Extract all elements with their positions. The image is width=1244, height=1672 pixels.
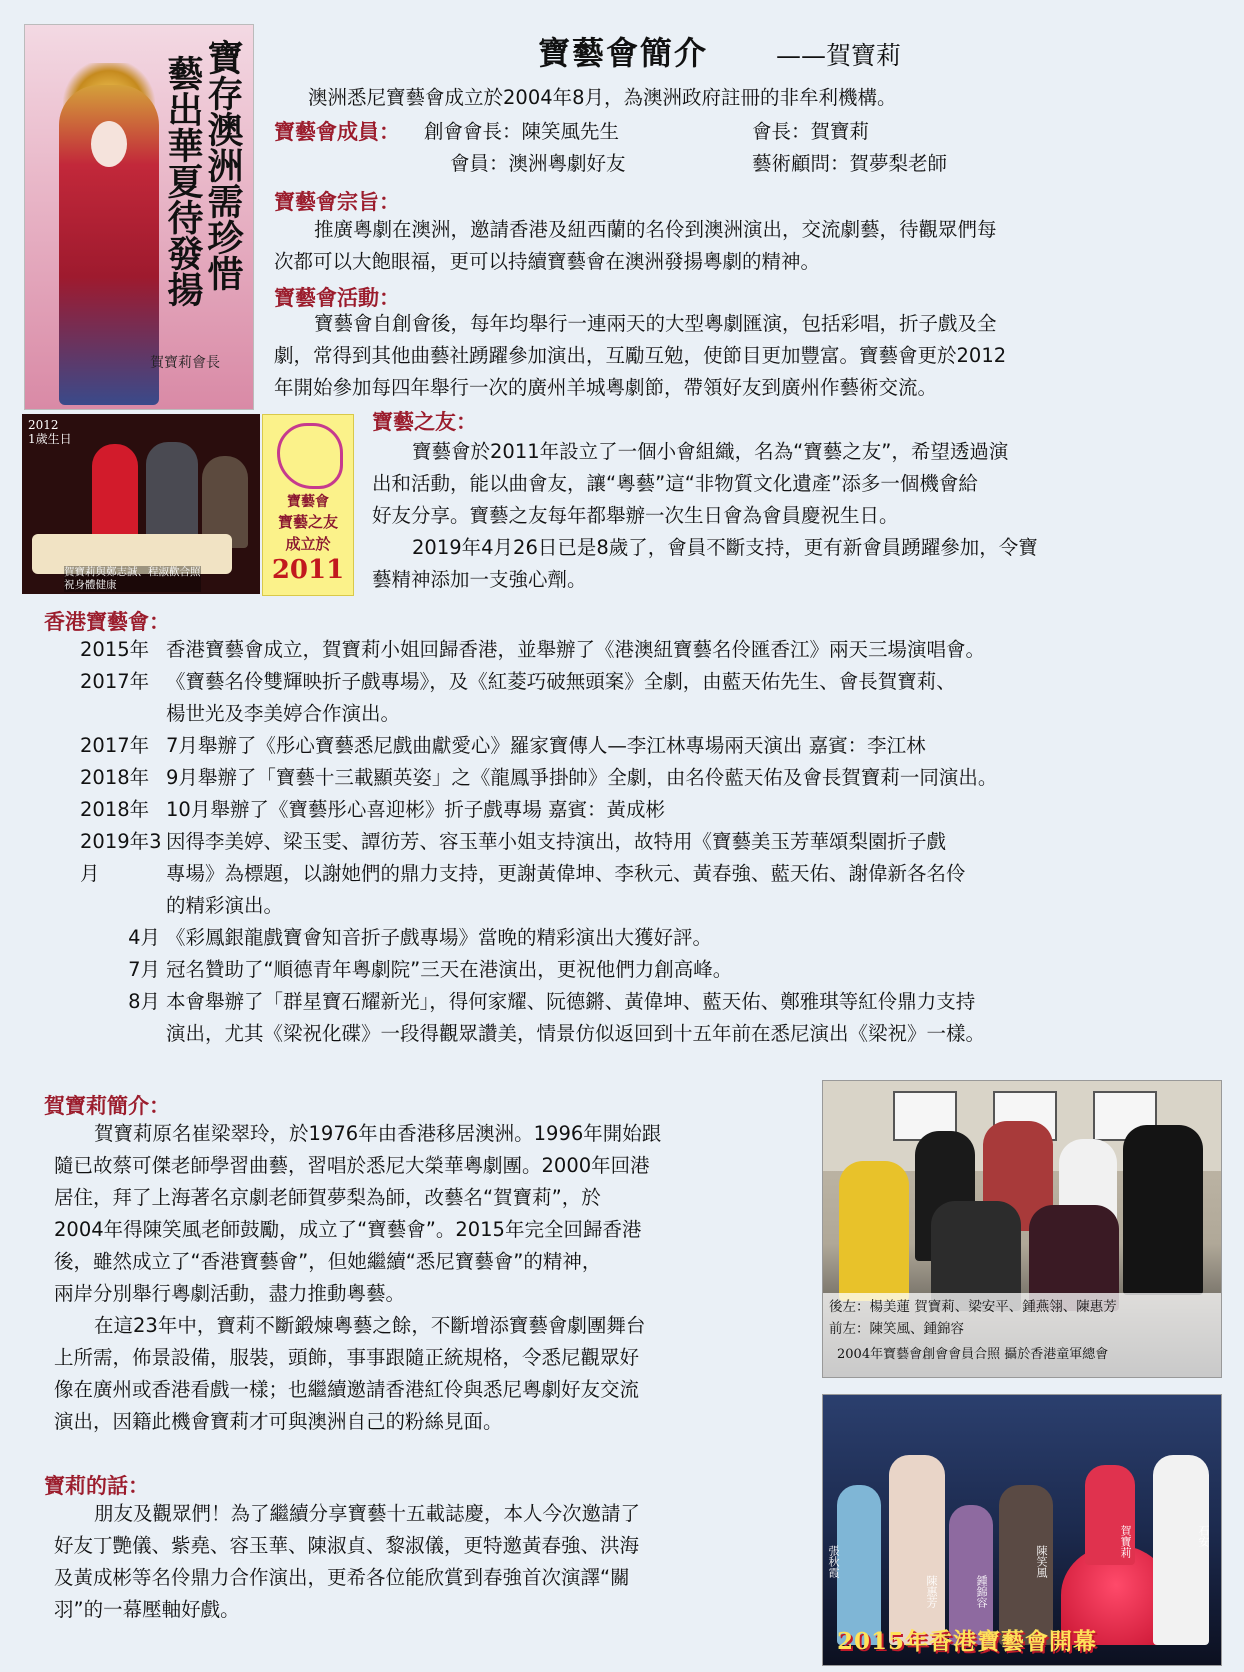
words-heading: 寶莉的話： [44, 1474, 149, 1498]
name-label: 張秋霞 [827, 1545, 840, 1578]
hk-line: 香港寶藝會成立，賀寶莉小姐回歸香港，並舉辦了《港澳紐寶藝名伶匯香江》兩天三場演唱會。 [166, 638, 986, 661]
hk-year: 8月 [128, 990, 160, 1013]
hk-line: 本會舉辦了「群星寶石耀新光」，得何家耀、阮德鏘、黃偉坤、藍天佑、鄭雅琪等紅伶鼎力支持 [166, 990, 976, 1013]
hk-year: 4月 [128, 926, 160, 949]
words-body [54, 1498, 814, 1626]
hk-heading: 香港寶藝會： [44, 610, 170, 634]
hk-line: 《彩鳳銀龍戲寶會知音折子戲專場》當晚的精彩演出大獲好評。 [166, 926, 713, 949]
hk-entry [80, 762, 1230, 794]
hk-line: 楊世光及李美婷合作演出。 [166, 702, 401, 725]
bio-line: 後，雖然成立了“香港寶藝會”，但她繼續“悉尼寶藝會”的精神， [54, 1250, 602, 1273]
members-text: 會員：澳洲粵劇好友 [450, 152, 626, 175]
birthday-year: 2012 [28, 418, 59, 432]
hk-entry [80, 922, 1230, 954]
hk-line: 專場》為標題，以謝她們的鼎力支持，更謝黃偉坤、李秋元、黃春強、藍天佑、謝偉新各名伶 [166, 862, 966, 885]
back-row-caption: 後左：楊美蓮 賀寶莉、梁安平、鍾燕翎、陳惠芳 [829, 1299, 1117, 1315]
words-line: 及黃成彬等名伶鼎力合作演出，更希各位能欣賞到春強首次演譯“關 [54, 1566, 630, 1589]
opening-banner: 2015年香港寶藝會開幕 [837, 1628, 1098, 1655]
person-shape [1153, 1455, 1209, 1645]
badge-year: 2011 [271, 555, 345, 585]
hk-entry [80, 826, 1230, 922]
bio-heading: 賀寶莉簡介： [44, 1094, 170, 1118]
name-label: 石安 [1197, 1525, 1210, 1547]
name-label: 陳惠芳 [925, 1575, 938, 1608]
name-label: 陳笑風 [1035, 1545, 1048, 1578]
birthday-photo [22, 414, 260, 594]
friends-heading: 寶藝之友： [372, 410, 477, 434]
birthday-caption-line: 祝身體健康 [64, 579, 117, 591]
bio-body [54, 1118, 814, 1438]
president-text: 會長：賀寶莉 [752, 120, 870, 143]
birthday-age: 1歲生日 [28, 432, 72, 446]
bio-line: 賀寶莉原名崔梁翠玲，於1976年由香港移居澳洲。1996年開始跟 [94, 1122, 662, 1145]
person-shape [839, 1161, 909, 1301]
founder-text: 創會會長：陳笑風先生 [424, 120, 620, 143]
activities-line: 年開始參加每四年舉行一次的廣州羊城粵劇節，帶領好友到廣州作藝術交流。 [274, 376, 938, 399]
words-line: 朋友及觀眾們！為了繼續分享寶藝十五載誌慶，本人今次邀請了 [94, 1502, 641, 1525]
purpose-line: 次都可以大飽眼福，更可以持續寶藝會在澳洲發揚粵劇的精神。 [274, 250, 821, 273]
name-label: 鍾錦容 [975, 1575, 988, 1608]
bio-line: 2004年得陳笑風老師鼓勵，成立了“寶藝會”。2015年完全回歸香港 [54, 1218, 642, 1241]
advisor-text: 藝術顧問：賀夢梨老師 [752, 152, 948, 175]
purpose-heading: 寶藝會宗旨： [274, 190, 400, 214]
face-shape [91, 121, 127, 167]
hk-entry [80, 730, 1230, 762]
words-line: 好友丁艷儀、紫堯、容玉華、陳淑貞、黎淑儀，更特邀黃春強、洪海 [54, 1534, 640, 1557]
hk-line: 演出，尤其《梁祝化碟》一段得觀眾讚美，情景仿似返回到十五年前在悉尼演出《梁祝》一樣。 [166, 1022, 986, 1045]
bio-line: 在這23年中，寶莉不斷鍛煉粵藝之餘，不斷增添寶藝會劇團舞台 [94, 1314, 646, 1337]
hk-line: 7月舉辦了《彤心寶藝悉尼戲曲獻愛心》羅家寶傳人—李江林專場兩天演出 嘉賓：李江林 [166, 734, 926, 757]
hk-line: 9月舉辦了「寶藝十三載顯英姿」之《龍鳳爭掛帥》全劇，由名伶藍天佑及會長賀寶莉一同演出。 [166, 766, 998, 789]
friends-badge [262, 414, 354, 596]
friends-line: 藝精神添加一支強心劑。 [372, 568, 587, 591]
name-label: 賀寶莉 [1119, 1525, 1132, 1558]
portrait-caption: 賀寶莉會長 [150, 355, 220, 371]
badge-line: 寶藝會 [287, 494, 329, 510]
hk-entry [80, 634, 1230, 666]
bio-line: 隨已故蔡可傑老師學習曲藝，習唱於悉尼大榮華粵劇團。2000年回港 [54, 1154, 650, 1177]
person-shape [92, 444, 138, 544]
hk-year: 2017年 [80, 734, 150, 757]
hk-entry [80, 666, 1230, 730]
birthday-caption-line: 賀寶莉與鄭志誠、程淑歡合照 [64, 566, 201, 578]
activities-heading: 寶藝會活動： [274, 286, 400, 310]
friends-body [372, 436, 1222, 596]
hk-line: 10月舉辦了《寶藝彤心喜迎彬》折子戲專場 嘉賓：黃成彬 [166, 798, 666, 821]
intro-text: 澳洲悉尼寶藝會成立於2004年8月，為澳洲政府註冊的非牟利機構。 [308, 86, 897, 109]
founding-members-photo [822, 1080, 1222, 1378]
hk-line: 《寶藝名伶雙輝映折子戲專場》，及《紅菱巧破無頭案》全劇，由藍天佑先生、會長賀寶莉、 [166, 670, 956, 693]
bio-line: 居住，拜了上海著名京劇老師賀夢梨為師，改藝名“賀寶莉”，於 [54, 1186, 601, 1209]
hk-line: 冠名贊助了“順德青年粵劇院”三天在港演出，更祝他們力創高峰。 [166, 958, 733, 981]
activities-line: 劇，常得到其他曲藝社踴躍參加演出，互勵互勉，使節目更加豐富。寶藝會更於2012 [274, 344, 1007, 367]
person-shape [1123, 1125, 1203, 1295]
hk-line: 的精彩演出。 [166, 894, 284, 917]
bio-line: 演出，因籍此機會寶莉才可與澳洲自己的粉絲見面。 [54, 1410, 503, 1433]
bio-line: 像在廣州或香港看戲一樣；也繼續邀請香港紅伶與悉尼粵劇好友交流 [54, 1378, 640, 1401]
friends-line: 好友分享。寶藝之友每年都舉辦一次生日會為會員慶祝生日。 [372, 504, 899, 527]
person-shape [146, 442, 198, 548]
friends-line: 出和活動，能以曲會友，讓“粵藝”這“非物質文化遺產”添多一個機會給 [372, 472, 978, 495]
members-heading: 寶藝會成員： [274, 120, 400, 144]
calligraphy-col-1: 寶存澳洲需珍惜 [202, 39, 244, 291]
calligraphy-col-2: 藝出華夏待發揚 [162, 55, 204, 307]
activities-body [274, 308, 1214, 404]
friends-line: 寶藝會於2011年設立了一個小會組織，名為“寶藝之友”，希望透過演 [412, 440, 1009, 463]
badge-line: 寶藝之友 [277, 513, 338, 531]
hk-entry [80, 954, 1230, 986]
page-title: 寶藝會簡介 [538, 34, 709, 72]
opening-2015-photo [822, 1394, 1222, 1666]
friends-line: 2019年4月26日已是8歲了，會員不斷支持，更有新會員踴躍參加，令寶 [412, 536, 1038, 559]
birthday-caption [64, 566, 201, 592]
front-row-caption: 前左：陳笑風、鍾錦容 [829, 1321, 964, 1337]
birthday-label [28, 418, 72, 446]
bio-line: 兩岸分別舉行粵劇活動，盡力推動粵藝。 [54, 1282, 406, 1305]
logo-swirl-icon [277, 423, 343, 489]
activities-line: 寶藝會自創會後，每年均舉行一連兩天的大型粵劇匯演，包括彩唱，折子戲及全 [314, 312, 997, 335]
words-line: 羽”的一幕壓軸好戲。 [54, 1598, 240, 1621]
hk-year: 7月 [128, 958, 160, 981]
hk-year: 2015年 [80, 638, 150, 661]
hk-year: 2017年 [80, 670, 150, 693]
author: ——賀寶莉 [776, 41, 902, 70]
badge-line: 成立於 [285, 535, 331, 553]
hk-year: 2018年 [80, 798, 150, 821]
hk-year: 2019年3月 [80, 830, 162, 885]
hk-entry [80, 794, 1230, 826]
purpose-line: 推廣粵劇在澳洲，邀請香港及紐西蘭的名伶到澳洲演出，交流劇藝，待觀眾們每 [314, 218, 997, 241]
hk-year: 2018年 [80, 766, 150, 789]
bio-line: 上所需，佈景設備，服裝，頭飾，事事跟隨正統規格，令悉尼觀眾好 [54, 1346, 640, 1369]
purpose-body [274, 214, 1214, 278]
hk-line: 因得李美婷、梁玉雯、譚彷芳、容玉華小姐支持演出，故特用《寶藝美玉芳華頌梨園折子戲 [166, 830, 947, 853]
group-photo-caption: 2004年寶藝會創會會員合照 攝於香港童軍總會 [837, 1347, 1109, 1362]
person-shape [889, 1455, 945, 1645]
hk-entry [80, 986, 1230, 1050]
person-shape [837, 1485, 881, 1645]
hk-timeline [80, 634, 1230, 1050]
